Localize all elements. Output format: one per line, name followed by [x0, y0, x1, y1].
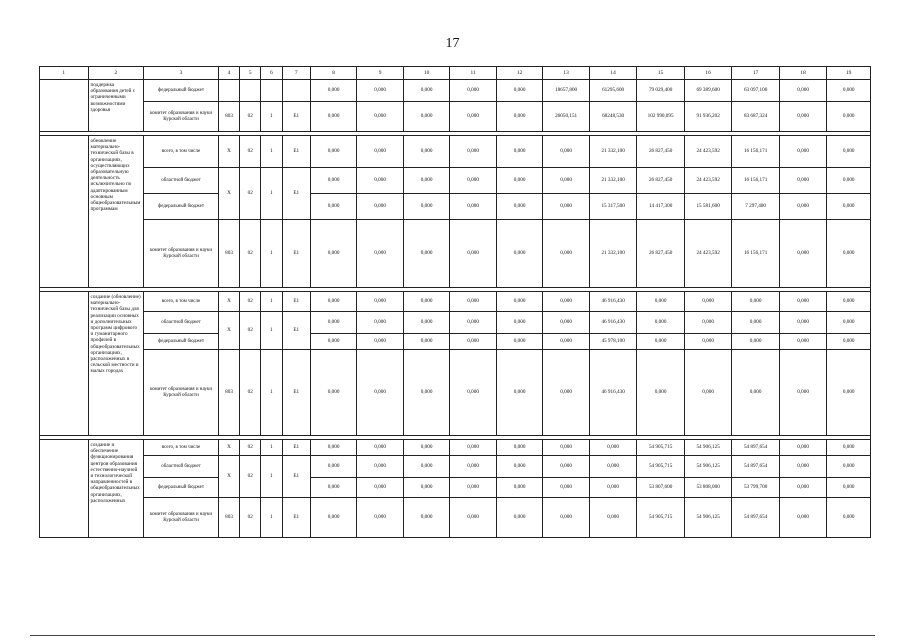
value-cell: 54 905,715	[637, 456, 685, 478]
value-cell: 54 897,654	[732, 456, 780, 478]
value-cell: 0,000	[403, 498, 450, 538]
value-cell: 0,000	[637, 292, 685, 312]
funding-source: комитет образования и науки Курской области	[144, 350, 219, 436]
table-row	[40, 440, 871, 456]
code-cell: 1	[261, 292, 282, 312]
value-cell: 68248,530	[589, 102, 637, 132]
value-cell: 0,000	[779, 220, 827, 288]
value-cell: 0,000	[357, 136, 404, 168]
value-cell: 0,000	[827, 220, 871, 288]
code-cell	[282, 80, 310, 102]
value-cell: 0,000	[310, 292, 357, 312]
measure-description: создание (обновление) материально-технической базы для реализации основных и дополнительных программ цифрового и гуманитарного профилей в общеобразовательных организациях, расположенных в сельской местности и малых городах	[88, 292, 144, 436]
value-cell: 0,000	[496, 334, 543, 350]
value-cell: 0,000	[403, 194, 450, 220]
value-cell: 0,000	[310, 440, 357, 456]
value-cell: 0,000	[589, 478, 637, 498]
value-cell: 83 687,324	[732, 102, 780, 132]
value-cell: 0,000	[543, 194, 590, 220]
value-cell: 0,000	[732, 292, 780, 312]
value-cell: 0,000	[779, 168, 827, 194]
code-cell: 803	[218, 498, 239, 538]
table-row	[40, 292, 871, 312]
value-cell: 0,000	[403, 136, 450, 168]
value-cell: 0,000	[496, 220, 543, 288]
value-cell: 0,000	[450, 136, 497, 168]
code-cell: 1	[261, 102, 282, 132]
code-cell: 02	[240, 220, 261, 288]
funding-source: федеральный бюджет	[144, 478, 219, 498]
value-cell: 14 417,300	[637, 194, 685, 220]
code-cell: 02	[240, 102, 261, 132]
value-cell: 0,000	[779, 498, 827, 538]
value-cell: 0,000	[637, 312, 685, 334]
value-cell: 21 332,100	[589, 136, 637, 168]
value-cell: 0,000	[450, 80, 497, 102]
value-cell: 0,000	[827, 136, 871, 168]
value-cell: 0,000	[450, 292, 497, 312]
funding-source: федеральный бюджет	[144, 334, 219, 350]
value-cell: 26 827,450	[637, 168, 685, 194]
value-cell: 53 799,700	[732, 478, 780, 498]
column-header: 1	[40, 67, 89, 80]
value-cell: 0,000	[543, 456, 590, 478]
column-header: 16	[684, 67, 732, 80]
code-cell: 803	[218, 102, 239, 132]
value-cell: 0,000	[827, 102, 871, 132]
value-cell: 0,000	[450, 498, 497, 538]
value-cell: 0,000	[450, 194, 497, 220]
code-cell: E1	[282, 220, 310, 288]
code-cell: E1	[282, 350, 310, 436]
column-header: 9	[357, 67, 404, 80]
value-cell: 0,000	[637, 350, 685, 436]
value-cell: 15 581,600	[684, 194, 732, 220]
value-cell: 79 029,400	[637, 80, 685, 102]
value-cell: 69 389,600	[684, 80, 732, 102]
column-header: 6	[261, 67, 282, 80]
code-cell: E1	[282, 136, 310, 168]
table-row	[40, 478, 871, 498]
column-header: 11	[450, 67, 497, 80]
code-cell: X	[218, 168, 239, 220]
value-cell: 0,000	[450, 456, 497, 478]
value-cell: 0,000	[779, 456, 827, 478]
table-row	[40, 456, 871, 478]
value-cell: 0,000	[827, 498, 871, 538]
value-cell: 0,000	[543, 440, 590, 456]
value-cell: 24 423,592	[684, 168, 732, 194]
value-cell: 0,000	[310, 80, 357, 102]
value-cell: 16 156,171	[732, 220, 780, 288]
value-cell: 54 906,125	[684, 498, 732, 538]
value-cell: 54 905,715	[637, 440, 685, 456]
value-cell: 54 906,125	[684, 456, 732, 478]
code-cell: X	[218, 292, 239, 312]
value-cell: 0,000	[450, 334, 497, 350]
value-cell: 0,000	[357, 102, 404, 132]
value-cell: 0,000	[403, 292, 450, 312]
value-cell: 0,000	[637, 334, 685, 350]
value-cell: 0,000	[496, 80, 543, 102]
value-cell: 0,000	[403, 168, 450, 194]
page-bottom-rule	[30, 635, 875, 636]
header-row	[40, 67, 871, 80]
value-cell: 0,000	[310, 456, 357, 478]
value-cell: 0,000	[450, 102, 497, 132]
code-cell: 1	[261, 456, 282, 498]
code-cell: 803	[218, 350, 239, 436]
value-cell: 46 916,430	[589, 312, 637, 334]
column-header: 7	[282, 67, 310, 80]
code-cell: X	[218, 312, 239, 350]
value-cell: 0,000	[403, 440, 450, 456]
value-cell: 53 808,000	[684, 478, 732, 498]
value-cell: 26 827,450	[637, 136, 685, 168]
code-cell: X	[218, 136, 239, 168]
table-row	[40, 194, 871, 220]
value-cell: 0,000	[496, 168, 543, 194]
value-cell: 54 897,654	[732, 498, 780, 538]
value-cell: 16 156,171	[732, 168, 780, 194]
value-cell: 0,000	[827, 440, 871, 456]
table-row	[40, 220, 871, 288]
value-cell: 0,000	[450, 478, 497, 498]
value-cell: 0,000	[543, 478, 590, 498]
code-cell: 02	[240, 456, 261, 498]
value-cell: 26 827,450	[637, 220, 685, 288]
value-cell: 0,000	[310, 220, 357, 288]
value-cell: 0,000	[684, 334, 732, 350]
value-cell: 61295,600	[589, 80, 637, 102]
code-cell	[261, 80, 282, 102]
code-cell: 803	[218, 220, 239, 288]
value-cell: 0,000	[496, 456, 543, 478]
value-cell: 0,000	[827, 80, 871, 102]
value-cell: 0,000	[357, 478, 404, 498]
value-cell: 0,000	[403, 350, 450, 436]
code-cell: E1	[282, 498, 310, 538]
funding-source: всего, в том числе	[144, 292, 219, 312]
value-cell: 16 156,171	[732, 136, 780, 168]
value-cell: 0,000	[357, 440, 404, 456]
value-cell: 0,000	[310, 168, 357, 194]
value-cell: 0,000	[403, 456, 450, 478]
value-cell: 0,000	[827, 478, 871, 498]
funding-source: областной бюджет	[144, 312, 219, 334]
funding-source: областной бюджет	[144, 168, 219, 194]
code-cell: 1	[261, 220, 282, 288]
value-cell: 0,000	[496, 440, 543, 456]
code-cell: 02	[240, 440, 261, 456]
value-cell: 24 423,592	[684, 136, 732, 168]
code-cell: X	[218, 440, 239, 456]
row-number-cell	[40, 136, 89, 288]
value-cell: 0,000	[827, 168, 871, 194]
value-cell: 0,000	[403, 220, 450, 288]
column-header: 17	[732, 67, 780, 80]
value-cell: 24 423,592	[684, 220, 732, 288]
value-cell: 0,000	[450, 440, 497, 456]
value-cell: 0,000	[543, 220, 590, 288]
column-header: 13	[543, 67, 590, 80]
value-cell: 0,000	[732, 334, 780, 350]
value-cell: 53 807,600	[637, 478, 685, 498]
funding-source: федеральный бюджет	[144, 80, 219, 102]
table-row	[40, 136, 871, 168]
value-cell: 0,000	[403, 80, 450, 102]
measure-description: обновление материально-технической базы в организациях, осуществляющих образовательную деятельность исключительно по адаптированным основным общеобразовательным программам	[88, 136, 144, 288]
value-cell: 0,000	[589, 440, 637, 456]
value-cell: 0,000	[357, 194, 404, 220]
funding-source: областной бюджет	[144, 456, 219, 478]
value-cell: 0,000	[732, 350, 780, 436]
value-cell: 0,000	[403, 312, 450, 334]
value-cell: 0,000	[732, 312, 780, 334]
code-cell: 1	[261, 350, 282, 436]
code-cell: X	[218, 456, 239, 498]
measure-description: создание и обеспечение функционирования центров образования естественно-научной и технологической направленностей в общеобразовательных организациях, расположенных	[88, 440, 144, 538]
value-cell: 0,000	[496, 312, 543, 334]
value-cell: 0,000	[357, 292, 404, 312]
value-cell: 63 097,100	[732, 80, 780, 102]
value-cell: 0,000	[496, 292, 543, 312]
page-number: 17	[445, 36, 460, 51]
measure-description: поддержка образования детей с ограниченными возможностями здоровья	[88, 80, 144, 132]
code-cell: E1	[282, 292, 310, 312]
column-header: 14	[589, 67, 637, 80]
table-row	[40, 102, 871, 132]
value-cell: 0,000	[496, 350, 543, 436]
table-row	[40, 350, 871, 436]
value-cell: 0,000	[827, 292, 871, 312]
code-cell	[218, 80, 239, 102]
column-header: 4	[218, 67, 239, 80]
table-row	[40, 498, 871, 538]
table-row	[40, 312, 871, 334]
value-cell: 46 916,430	[589, 292, 637, 312]
row-number-cell	[40, 80, 89, 132]
value-cell: 0,000	[357, 168, 404, 194]
code-cell: 02	[240, 498, 261, 538]
code-cell: E1	[282, 440, 310, 456]
code-cell: E1	[282, 168, 310, 220]
value-cell: 0,000	[543, 312, 590, 334]
value-cell: 0,000	[450, 220, 497, 288]
value-cell: 0,000	[310, 136, 357, 168]
value-cell: 0,000	[403, 102, 450, 132]
value-cell: 54 906,125	[684, 440, 732, 456]
value-cell: 46 916,430	[589, 350, 637, 436]
value-cell: 0,000	[450, 168, 497, 194]
code-cell: 1	[261, 136, 282, 168]
value-cell: 0,000	[589, 498, 637, 538]
value-cell: 0,000	[357, 456, 404, 478]
value-cell: 18657,800	[543, 80, 590, 102]
value-cell: 0,000	[450, 350, 497, 436]
value-cell: 0,000	[779, 136, 827, 168]
value-cell: 0,000	[310, 478, 357, 498]
value-cell: 0,000	[310, 350, 357, 436]
column-header: 19	[827, 67, 871, 80]
column-header: 3	[144, 67, 219, 80]
value-cell: 0,000	[684, 292, 732, 312]
code-cell: 02	[240, 292, 261, 312]
value-cell: 0,000	[779, 194, 827, 220]
value-cell: 0,000	[543, 350, 590, 436]
column-header: 10	[403, 67, 450, 80]
value-cell: 0,000	[496, 194, 543, 220]
funding-source: всего, в том числе	[144, 136, 219, 168]
column-header: 5	[240, 67, 261, 80]
code-cell: 1	[261, 312, 282, 350]
code-cell: 02	[240, 350, 261, 436]
value-cell: 0,000	[310, 194, 357, 220]
value-cell: 0,000	[496, 102, 543, 132]
code-cell: 02	[240, 312, 261, 350]
value-cell: 0,000	[403, 334, 450, 350]
value-cell: 0,000	[310, 334, 357, 350]
row-number-cell	[40, 440, 89, 538]
value-cell: 0,000	[357, 80, 404, 102]
value-cell: 0,000	[827, 350, 871, 436]
value-cell: 0,000	[496, 478, 543, 498]
code-cell: 02	[240, 168, 261, 220]
value-cell: 0,000	[684, 350, 732, 436]
value-cell: 0,000	[543, 136, 590, 168]
value-cell: 0,000	[357, 498, 404, 538]
code-cell: E1	[282, 102, 310, 132]
value-cell: 0,000	[779, 350, 827, 436]
funding-source: комитет образования и науки Курской области	[144, 220, 219, 288]
value-cell: 0,000	[779, 478, 827, 498]
value-cell: 0,000	[779, 292, 827, 312]
column-header: 2	[88, 67, 144, 80]
value-cell: 0,000	[827, 194, 871, 220]
budget-table	[39, 66, 871, 538]
value-cell: 0,000	[589, 456, 637, 478]
value-cell: 0,000	[496, 498, 543, 538]
value-cell: 0,000	[543, 168, 590, 194]
table-row	[40, 334, 871, 350]
column-header: 15	[637, 67, 685, 80]
value-cell: 0,000	[403, 478, 450, 498]
table-row	[40, 168, 871, 194]
funding-source: всего, в том числе	[144, 440, 219, 456]
value-cell: 0,000	[827, 334, 871, 350]
value-cell: 54 897,654	[732, 440, 780, 456]
code-cell: 1	[261, 168, 282, 220]
value-cell: 21 332,100	[589, 220, 637, 288]
table-row	[40, 80, 871, 102]
value-cell: 0,000	[684, 312, 732, 334]
code-cell: E1	[282, 456, 310, 498]
code-cell: 02	[240, 136, 261, 168]
value-cell: 0,000	[779, 334, 827, 350]
value-cell: 0,000	[779, 312, 827, 334]
column-header: 18	[779, 67, 827, 80]
funding-source: федеральный бюджет	[144, 194, 219, 220]
value-cell: 0,000	[357, 334, 404, 350]
code-cell: 1	[261, 440, 282, 456]
value-cell: 0,000	[357, 312, 404, 334]
value-cell: 0,000	[310, 312, 357, 334]
value-cell: 91 936,202	[684, 102, 732, 132]
value-cell: 0,000	[543, 334, 590, 350]
value-cell: 0,000	[310, 102, 357, 132]
column-header: 12	[496, 67, 543, 80]
value-cell: 45 978,100	[589, 334, 637, 350]
value-cell: 0,000	[779, 102, 827, 132]
value-cell: 0,000	[310, 498, 357, 538]
value-cell: 54 905,715	[637, 498, 685, 538]
column-header: 8	[310, 67, 357, 80]
value-cell: 0,000	[496, 136, 543, 168]
value-cell: 0,000	[543, 498, 590, 538]
value-cell: 0,000	[827, 312, 871, 334]
funding-source: комитет образования и науки Курской области	[144, 102, 219, 132]
value-cell: 0,000	[779, 440, 827, 456]
value-cell: 0,000	[779, 80, 827, 102]
value-cell: 0,000	[357, 350, 404, 436]
row-number-cell	[40, 292, 89, 436]
value-cell: 0,000	[827, 456, 871, 478]
value-cell: 102 990,095	[637, 102, 685, 132]
code-cell: 1	[261, 498, 282, 538]
value-cell: 26050,151	[543, 102, 590, 132]
code-cell: E1	[282, 312, 310, 350]
code-cell	[240, 80, 261, 102]
value-cell: 0,000	[450, 312, 497, 334]
value-cell: 0,000	[543, 292, 590, 312]
value-cell: 21 332,100	[589, 168, 637, 194]
value-cell: 0,000	[357, 220, 404, 288]
value-cell: 15 317,500	[589, 194, 637, 220]
funding-source: комитет образования и науки Курской области	[144, 498, 219, 538]
value-cell: 7 297,400	[732, 194, 780, 220]
